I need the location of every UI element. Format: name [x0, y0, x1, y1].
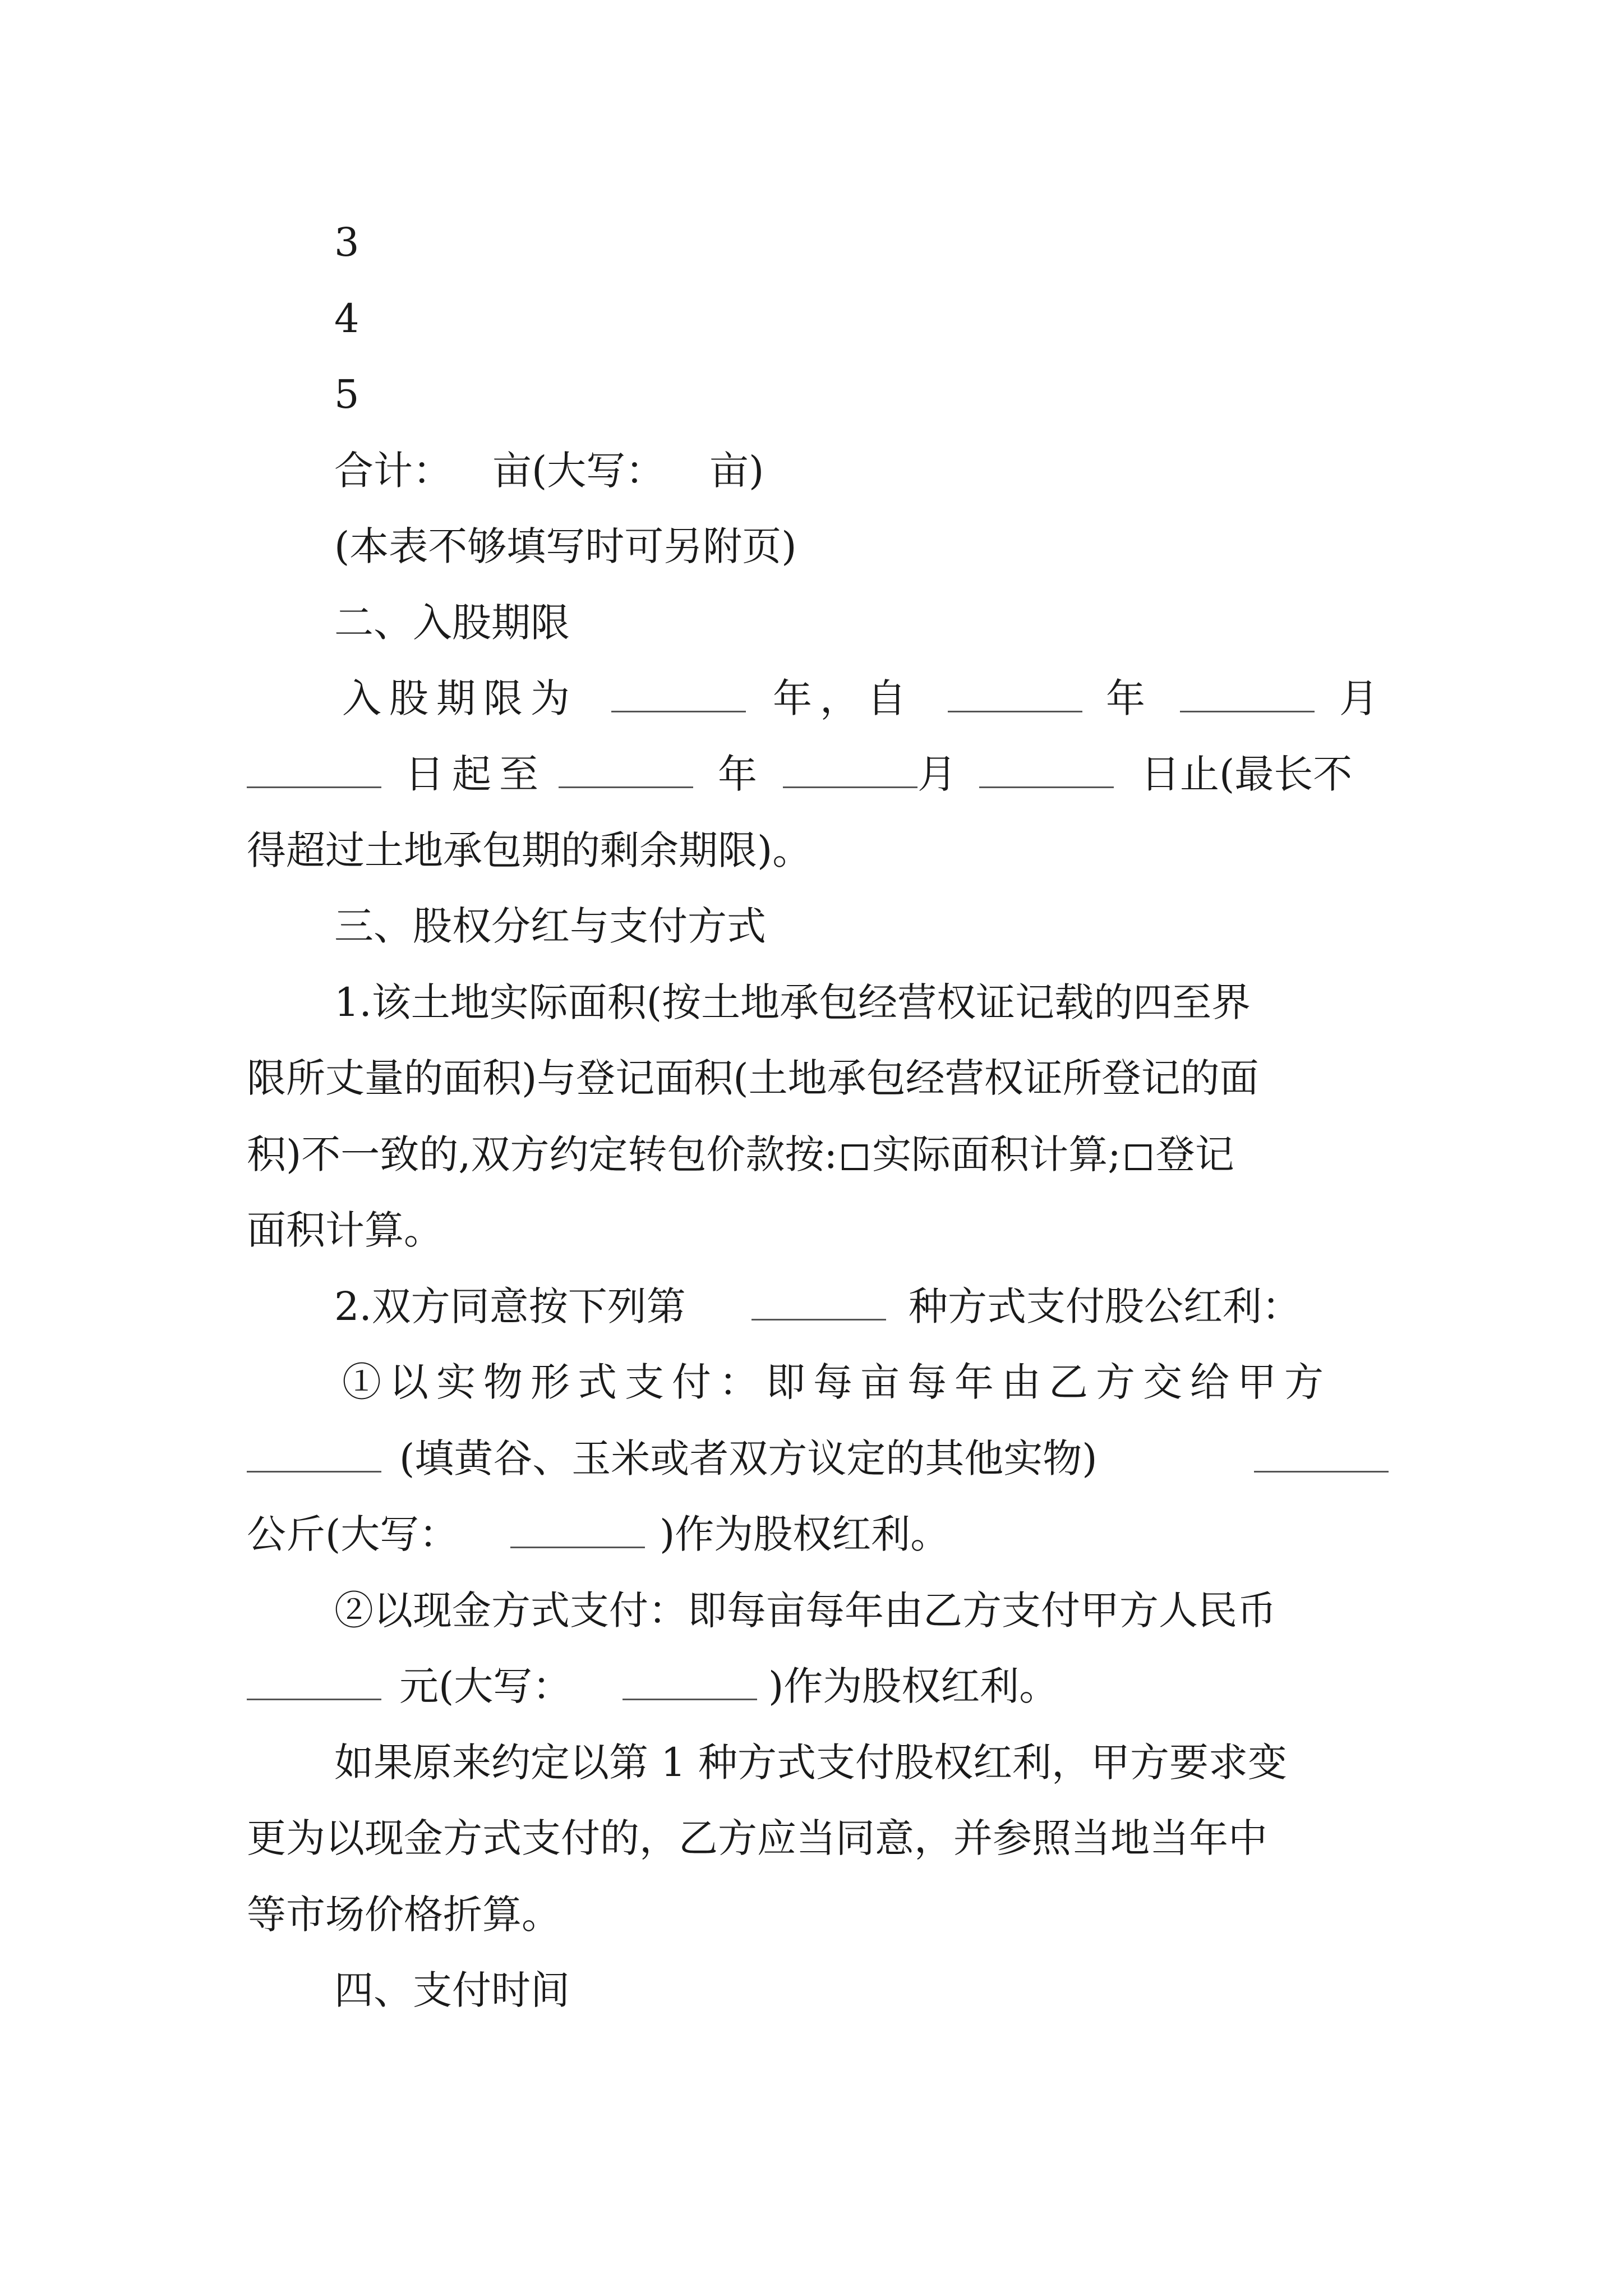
section-heading: [0, 1957, 1623, 2024]
cash-amount-blank[interactable]: [247, 1699, 381, 1700]
item-1-option-line: [247, 1121, 1234, 1188]
item-1-text: 积)不一致的,双方约定转包价款按:: [247, 1131, 838, 1177]
method-number-blank[interactable]: [751, 1319, 886, 1320]
option-2-text: ②以现金方式支付：即每亩每年由乙方支付甲方人民币: [334, 1588, 1276, 1634]
total-unit-2: 亩): [709, 448, 764, 494]
in-kind-type-blank[interactable]: [247, 1471, 381, 1473]
end-day-blank[interactable]: [979, 786, 1114, 788]
option-2-text: 元(大写：: [399, 1663, 572, 1709]
option-1-line-2: [0, 1425, 1623, 1492]
item-1-text: 1.该土地实际面积(按土地承包经营权证记载的四至界: [334, 979, 1251, 1025]
table-row: [0, 209, 1623, 276]
term-text-9: 得超过土地承包期的剩余期限)。: [247, 827, 812, 873]
in-kind-amount-blank[interactable]: [1254, 1471, 1389, 1473]
row-number: 4: [334, 296, 359, 342]
start-day-blank[interactable]: [247, 786, 381, 788]
checkbox-actual-area[interactable]: [842, 1144, 868, 1170]
end-month-blank[interactable]: [783, 786, 917, 788]
option-1-text: ①以实物形式支付：即每亩每年由乙方交给甲方: [342, 1359, 1331, 1405]
term-text-6: 年: [718, 751, 757, 797]
item-1-text: 限所丈量的面积)与登记面积(土地承包经营权证所登记的面: [247, 1055, 1259, 1101]
years-blank[interactable]: [611, 711, 746, 712]
paragraph-line-3: [0, 1881, 1623, 1948]
table-row: [0, 361, 1623, 428]
total-unit-1: 亩(大写：: [492, 448, 665, 494]
section-4-heading: 四、支付时间: [334, 1967, 570, 2013]
item-2-text-1: 2.双方同意按下列第: [334, 1283, 686, 1329]
option-1-line-3: [0, 1501, 1623, 1568]
term-text-2: 年，自: [773, 675, 914, 721]
term-line-2: [0, 740, 1623, 808]
item-2-line: [0, 1273, 1623, 1340]
section-heading: [0, 589, 1623, 656]
item-1-line-4: [0, 1197, 1623, 1264]
paragraph-line-1: [0, 1729, 1623, 1796]
total-prefix: 合计：: [334, 448, 452, 494]
section-3-heading: 三、股权分红与支付方式: [334, 903, 766, 949]
in-kind-amount-words-blank[interactable]: [510, 1547, 645, 1548]
checkbox-registered-area[interactable]: [1126, 1144, 1151, 1170]
term-line-3: [0, 817, 1623, 884]
item-2-text-2: 种方式支付股公红利：: [909, 1283, 1301, 1329]
paragraph-text: 等市场价格折算。: [247, 1892, 561, 1938]
option-1-text: (填黄谷、玉米或者双方议定的其他实物): [399, 1435, 1098, 1481]
section-2-heading: 二、入股期限: [334, 600, 570, 646]
item-1-line-3: [0, 1121, 1623, 1188]
cash-amount-words-blank[interactable]: [623, 1699, 757, 1700]
row-number: 5: [334, 371, 359, 417]
note-line: [0, 513, 1623, 580]
option-2-line-1: [0, 1577, 1623, 1644]
term-text-7: 月: [917, 751, 957, 797]
term-line-1: [0, 665, 1623, 732]
option-2-line-2: [0, 1653, 1623, 1720]
total-line: [0, 437, 1623, 504]
end-year-blank[interactable]: [559, 786, 693, 788]
section-heading: [0, 892, 1623, 960]
term-text-1: 入股期限为: [342, 675, 578, 721]
checkbox-actual-area-label: 实际面积计算;: [872, 1131, 1121, 1177]
start-month-blank[interactable]: [1180, 711, 1315, 712]
option-2-text: )作为股权红利。: [768, 1663, 1059, 1709]
start-year-blank[interactable]: [948, 711, 1082, 712]
term-text-4: 月: [1339, 675, 1378, 721]
item-1-line-2: [0, 1045, 1623, 1112]
row-number: 3: [334, 219, 359, 265]
term-text-3: 年: [1106, 675, 1145, 721]
note-text: (本表不够填写时可另附页): [334, 523, 797, 569]
checkbox-registered-area-label: 登记: [1155, 1131, 1234, 1177]
term-text-8: 日止(最长不: [1141, 751, 1353, 797]
option-1-text: )作为股权红利。: [660, 1511, 950, 1557]
option-1-line-1: [0, 1349, 1623, 1416]
item-1-line-1: [0, 969, 1623, 1036]
paragraph-line-2: [0, 1805, 1623, 1872]
paragraph-text: 如果原来约定以第 1 种方式支付股权红利，甲方要求变: [334, 1740, 1288, 1786]
item-1-text: 面积计算。: [247, 1207, 443, 1253]
table-row: [0, 285, 1623, 352]
term-text-5: 日起至: [405, 751, 546, 797]
option-1-text: 公斤(大写：: [247, 1511, 459, 1557]
paragraph-text: 更为以现金方式支付的，乙方应当同意，并参照当地当年中: [247, 1815, 1267, 1861]
